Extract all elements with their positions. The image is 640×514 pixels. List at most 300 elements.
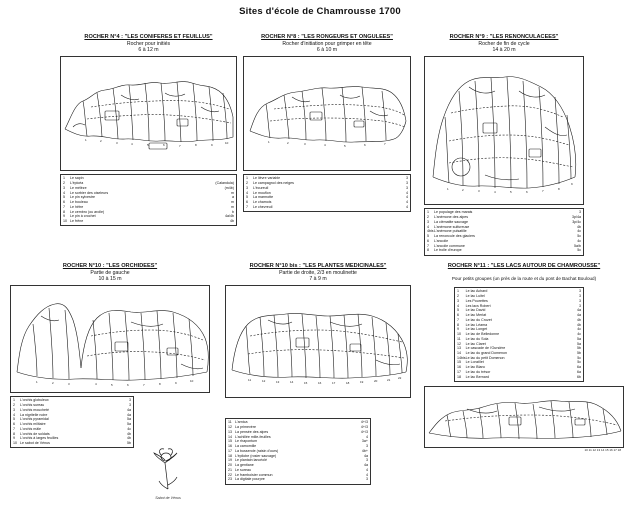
route-grade: 3p/4c [572, 219, 581, 224]
topo-svg [11, 286, 210, 392]
route-number: 23 [228, 477, 232, 482]
route-name: Le Lonzillet [465, 360, 484, 365]
route-grade: m [231, 204, 234, 209]
svg-text:20: 20 [374, 378, 378, 383]
route-grade: 4b [127, 431, 131, 436]
route-grade: 5c [577, 248, 581, 253]
route-grade: m [231, 190, 234, 195]
route-grade: 5c [577, 355, 581, 360]
route-number: 4 [427, 224, 429, 229]
route-grade: 4 [406, 190, 408, 195]
route-grade: 3 [129, 398, 131, 403]
route-number: 8 [427, 248, 429, 253]
route-grade: 3 [406, 176, 408, 181]
route-number: 16 [457, 365, 461, 370]
route-name: Le sapin [70, 176, 84, 181]
topo-drawing-rocher-4 [60, 56, 237, 171]
svg-text:22: 22 [398, 375, 402, 380]
route-name: Le pin sylvestre [70, 195, 95, 200]
route-number: 2 [457, 294, 459, 299]
route-number: 19 [228, 458, 232, 463]
topo-svg [425, 387, 624, 447]
route-name: Le lac Léama [465, 322, 488, 327]
legend-table [228, 420, 368, 482]
svg-text:6: 6 [364, 142, 366, 147]
svg-text:6: 6 [526, 189, 528, 194]
svg-text:5: 5 [344, 143, 346, 148]
route-name: Le sureau [235, 467, 251, 472]
topo-drawing-rocher-11 [424, 386, 624, 448]
route-number: 3 [457, 298, 459, 303]
topo-drawing-rocher-8 [243, 56, 411, 171]
svg-text:19: 19 [360, 379, 364, 384]
route-grade: 6a [577, 369, 581, 374]
route-grade: 4 [366, 434, 368, 439]
route-grade: 4b+ [361, 448, 368, 453]
route-grade: 3 [579, 210, 581, 215]
topo-drawing-rocher-9 [424, 56, 584, 205]
route-number: 5 [457, 308, 459, 313]
route-name: L'orchis à larges feuilles [20, 436, 59, 441]
route-grade: 4c [577, 327, 581, 332]
route-grade: 3 [366, 477, 368, 482]
route-number: 7 [246, 204, 248, 209]
svg-text:3: 3 [116, 140, 118, 145]
route-grade: 4b [577, 322, 581, 327]
route-number: 6 [427, 238, 429, 243]
svg-text:1: 1 [85, 137, 87, 142]
route-number: 15 [457, 360, 461, 365]
route-name: Le lac du petit Domenon [465, 355, 505, 360]
route-grade: 4b [230, 219, 234, 224]
svg-text:14: 14 [290, 379, 294, 384]
route-name: Le mouflon [253, 190, 271, 195]
svg-text:4: 4 [494, 189, 496, 194]
route-number: 20 [228, 463, 232, 468]
route-grade: 5b [577, 351, 581, 355]
route-name: Le lac de Belledonne [465, 332, 500, 337]
scale-labels: 10 11 12 13 14 15 16 17 18 [584, 447, 621, 452]
panel-header [60, 34, 237, 54]
route-number: 3 [427, 219, 429, 224]
topo-svg [61, 57, 237, 170]
route-grade: 4a [364, 463, 368, 468]
flower-caption: Sabot de Vénus [155, 496, 181, 500]
svg-text:8: 8 [159, 381, 161, 386]
route-number: 14 [228, 434, 232, 439]
svg-text:10: 10 [225, 140, 229, 145]
route-grade: 4c [577, 229, 581, 234]
route-name: La primevère [235, 425, 256, 430]
route-number: 8 [63, 209, 65, 214]
route-grade: 4+/3 [360, 425, 368, 430]
svg-text:7: 7 [384, 141, 386, 146]
panel-rocher-4 [60, 34, 237, 226]
svg-text:7: 7 [143, 382, 145, 387]
panel-title: ROCHER N°4 : "LES CONIFERES ET FEUILLUS" [84, 34, 213, 40]
panel-height-range: 14 à 20 m [492, 47, 516, 54]
route-grade: 4a [364, 453, 368, 458]
route-name: La pensée des alpes [235, 429, 269, 434]
panel-title: ROCHER N°9 : "LES RENONCULACEES" [449, 34, 559, 40]
route-number: 1 [427, 210, 429, 215]
route-name: L'anémone pulsatille [434, 229, 467, 234]
panel-rocher-10-bis [225, 263, 411, 485]
route-name: Le chevreuil [253, 204, 273, 209]
route-number: 18 [457, 374, 461, 379]
route-number: 2 [63, 181, 65, 186]
route-name: L'ancolie [434, 238, 449, 243]
panel-title: ROCHER N°10 bis : "LES PLANTES MEDICINALES" [249, 263, 387, 269]
svg-text:21: 21 [387, 377, 391, 382]
route-grade: 5c [577, 234, 581, 239]
panel-subtitle: Rocher d'initiation pour grimper en tête [282, 40, 372, 47]
route-number: 2 [13, 403, 15, 408]
route-name: La nigritelle noire [20, 412, 48, 417]
legend-rocher-10 [10, 396, 134, 448]
route-grade: 4 [366, 467, 368, 472]
svg-text:3: 3 [68, 381, 70, 386]
svg-text:5: 5 [111, 382, 113, 387]
route-name: Le lac du Crozet [465, 317, 492, 322]
route-number: 6 [246, 200, 248, 205]
route-grade: 5a [577, 341, 581, 346]
route-name: L'orchis de soldats [20, 431, 50, 436]
route-grade: 3p/4a [572, 215, 581, 220]
route-number: 6 [457, 313, 459, 318]
route-grade: 4c [127, 426, 131, 431]
route-name: L'orchis mâle [20, 426, 42, 431]
route-name: Le sabot de Vénus [20, 441, 50, 446]
topo-svg [425, 57, 584, 204]
legend-table [427, 210, 581, 253]
route-number: 7 [63, 204, 65, 209]
svg-text:12: 12 [262, 378, 266, 383]
route-grade: 4b [577, 224, 581, 229]
route-name: L'orchis militaire [20, 422, 46, 427]
panel-subtitle: Rocher de fin de cycle [478, 40, 530, 47]
route-number: 16 [228, 444, 232, 449]
route-number: 4 [246, 190, 248, 195]
route-name: Le lac Luitel [465, 294, 485, 299]
svg-text:2: 2 [100, 138, 102, 143]
panel-header [424, 263, 624, 270]
route-grade: 3 [406, 185, 408, 190]
panel-height-range: 10 à 15 m [98, 276, 122, 283]
svg-text:10: 10 [190, 378, 194, 383]
panel-rocher-10 [10, 263, 210, 500]
svg-text:7: 7 [542, 188, 544, 193]
svg-text:7: 7 [179, 143, 181, 148]
route-number: 9 [13, 436, 15, 441]
route-number: 14bis [457, 355, 466, 360]
svg-text:17: 17 [332, 380, 336, 385]
route-grade: m [231, 200, 234, 205]
panel-note: Pour petits groupes (un près de la route et du pont de Bachat Bouloud) [451, 275, 597, 281]
route-name: Le lac Claret [465, 341, 486, 346]
route-grade: 3a+ [361, 439, 368, 444]
svg-text:15: 15 [304, 380, 308, 385]
route-number: 6 [13, 422, 15, 427]
route-grade: 5b [577, 346, 581, 351]
route-number: 13 [457, 346, 461, 351]
route-name: L'orchis moucheté [20, 407, 50, 412]
route-name: L'écureuil [253, 185, 269, 190]
legend-rocher-11 [454, 287, 584, 382]
route-number: 8 [457, 322, 459, 327]
route-grade: b [232, 209, 234, 214]
route-grade: 4+/3 [360, 429, 368, 434]
route-number: 22 [228, 472, 232, 477]
route-grade: a [232, 195, 234, 200]
route-name: L'arnica [235, 420, 248, 425]
panel-rocher-8 [243, 34, 411, 212]
route-number: 10 [457, 332, 461, 337]
route-name: Le mélèze [70, 185, 87, 190]
route-number: 17 [457, 369, 461, 374]
svg-text:4: 4 [324, 142, 326, 147]
panel-title: ROCHER N°11 : "LES LACS AUTOUR DE CHAMROUSSE" [447, 263, 601, 269]
route-name: Le rhapontum [235, 439, 258, 444]
route-number: 12 [228, 425, 232, 430]
route-grade: (Calandula) [215, 181, 234, 186]
route-grade: 3 [579, 303, 581, 308]
route-name: Le lac David [465, 308, 486, 313]
route-number: 21 [228, 467, 232, 472]
route-name: Le lac du Sola [465, 336, 489, 341]
route-name: L'orchis sureau [20, 403, 45, 408]
route-grade: 3 [579, 289, 581, 294]
route-number: 9 [457, 327, 459, 332]
route-number: 4 [13, 412, 15, 417]
route-number: 7 [427, 243, 429, 248]
route-number: 1 [13, 398, 15, 403]
panel-rocher-9 [424, 34, 584, 256]
route-name: L'anémone sulfureuse [434, 224, 470, 229]
route-grade: 3 [129, 403, 131, 408]
svg-text:6: 6 [163, 142, 165, 147]
route-number: 1 [63, 176, 65, 181]
route-number: 1 [246, 176, 248, 181]
svg-text:5: 5 [147, 142, 149, 147]
route-name: Le cembro (ou arolle) [70, 209, 105, 214]
route-grade: 4 [406, 195, 408, 200]
route-name: Le chamois [253, 200, 272, 205]
route-grade: 5a [127, 417, 131, 422]
flower-illustration-block [136, 445, 200, 500]
route-name: Le lac du grand Domenon [465, 351, 507, 355]
route-number: 6 [63, 200, 65, 205]
route-number: 3 [63, 185, 65, 190]
route-name: L'épicéa [70, 181, 84, 186]
legend-rocher-4 [60, 174, 237, 226]
route-number: 10 [63, 219, 67, 224]
route-grade: 3 [366, 444, 368, 449]
route-name: Le lac Achard [465, 289, 488, 294]
route-number: 11 [228, 420, 232, 425]
route-grade: 4a [577, 313, 581, 318]
topo-drawing-rocher-10-bis [225, 285, 411, 398]
route-name: La gentiane [235, 463, 254, 468]
svg-text:1: 1 [36, 379, 38, 384]
route-name: Le trolle d'europe [434, 248, 462, 253]
svg-text:1: 1 [268, 139, 270, 144]
route-number: 11 [457, 336, 461, 341]
route-grade: 5a/b [574, 243, 581, 248]
route-name: Le cascade de l'Oursière [465, 346, 506, 351]
route-number: 14 [457, 351, 461, 355]
legend-row [63, 219, 234, 224]
route-number: 3 [246, 185, 248, 190]
route-name: Le campagnol des neiges [253, 181, 294, 186]
route-grade: 3 [406, 181, 408, 186]
svg-text:3: 3 [478, 188, 480, 193]
route-number: 2 [427, 215, 429, 220]
svg-text:4: 4 [95, 381, 97, 386]
route-grade: 5a [577, 336, 581, 341]
svg-text:9: 9 [211, 142, 213, 147]
route-number: 5 [13, 417, 15, 422]
svg-text:1: 1 [447, 186, 449, 191]
route-grade: 6b [577, 374, 581, 379]
legend-table [13, 398, 131, 445]
topo-drawing-rocher-10 [10, 285, 210, 393]
route-grade: 3 [579, 294, 581, 299]
route-name: Le frêne [70, 219, 84, 224]
legend-row [228, 477, 368, 482]
route-name: La renoncule des glaciers [434, 234, 475, 239]
svg-text:3: 3 [304, 141, 306, 146]
route-grade: 4c [577, 332, 581, 337]
panel-rocher-11 [424, 263, 624, 452]
sabot-de-venus-icon [136, 445, 200, 491]
topo-svg [226, 286, 411, 397]
svg-text:2: 2 [52, 380, 54, 385]
route-number: 12 [457, 341, 461, 346]
panel-height-range: 6 à 12 m [138, 47, 159, 54]
route-number: 4bis [427, 229, 434, 234]
svg-text:9: 9 [175, 380, 177, 385]
route-number: 13 [228, 429, 232, 434]
route-number: 9 [63, 214, 65, 219]
route-number: 18 [228, 453, 232, 458]
legend-table [457, 289, 581, 379]
legend-rocher-8 [243, 174, 411, 212]
route-number: 2 [246, 181, 248, 186]
route-grade: 4 [366, 472, 368, 477]
legend-rocher-9 [424, 208, 584, 256]
svg-text:6: 6 [127, 382, 129, 387]
route-number: 1 [457, 289, 459, 294]
svg-text:2: 2 [287, 140, 289, 145]
legend-table [63, 176, 234, 223]
legend-row [457, 375, 581, 380]
legend-rocher-10-bis [225, 418, 371, 485]
route-name: Le lac du trésor [465, 369, 491, 374]
panel-header [424, 34, 584, 54]
route-number: 5 [63, 195, 65, 200]
route-grade: 5b [127, 441, 131, 446]
route-number: 5 [427, 234, 429, 239]
svg-text:9: 9 [571, 181, 573, 186]
route-number: 7 [457, 317, 459, 322]
route-name: Le framboisier commun [235, 472, 273, 477]
svg-text:5: 5 [510, 189, 512, 194]
panel-title: ROCHER N°8 : "LES RONGEURS ET ONGULEES" [261, 34, 393, 40]
route-grade: 3 [579, 298, 581, 303]
route-name: La busserole (raisin d'ours) [235, 448, 279, 453]
route-name: Le lac Longet [465, 327, 488, 332]
route-grade: 4+/3 [360, 420, 368, 425]
route-name: L'anémone des alpes [434, 215, 469, 220]
panel-subtitle: Partie de gauche [90, 269, 130, 276]
route-number: 17 [228, 448, 232, 453]
route-grade: 5c [577, 360, 581, 365]
svg-text:8: 8 [558, 186, 560, 191]
route-grade: 4c [577, 238, 581, 243]
page-title: Sites d'école de Chamrousse 1700 [239, 6, 401, 17]
route-number: 5 [246, 195, 248, 200]
svg-text:11: 11 [248, 377, 252, 382]
route-name: La digitale pourpre [235, 477, 265, 482]
route-number: 4 [457, 303, 459, 308]
panel-title: ROCHER N°10 : "LES ORCHIDEES" [62, 263, 158, 269]
route-name: L'orchis globuleux [20, 398, 49, 403]
route-name: Le lièvre variable [253, 176, 281, 181]
route-name: Le pin à crochet [70, 214, 96, 219]
route-grade: 5a [127, 422, 131, 427]
legend-row [246, 205, 408, 210]
legend-row [13, 441, 131, 446]
route-name: L'épilobe (rosier sauvage) [235, 453, 277, 458]
route-number: 7 [13, 426, 15, 431]
panel-header [10, 263, 210, 283]
svg-text:2: 2 [462, 187, 464, 192]
panel-height-range: 7 à 9 m [309, 276, 327, 283]
route-grade: 4 [406, 200, 408, 205]
svg-text:18: 18 [346, 380, 350, 385]
legend-row [427, 248, 581, 253]
svg-text:16: 16 [318, 380, 322, 385]
route-name: Les Pourettes [465, 298, 488, 303]
svg-text:4: 4 [131, 141, 133, 146]
route-grade: 4b [577, 317, 581, 322]
route-name: Le lac Bernard [465, 374, 489, 379]
route-grade: 3 [366, 458, 368, 463]
route-grade: 4a [127, 407, 131, 412]
route-name: La clématite sauvage [434, 219, 468, 224]
route-name: Le plantain lancéolé [235, 458, 267, 463]
panel-subtitle: Partie de droite, 2/3 en moulinette [279, 269, 357, 276]
route-number: 8 [13, 431, 15, 436]
panel-header [243, 34, 411, 54]
route-name: Le lac Blanc [465, 365, 486, 370]
route-name: La marmotte [253, 195, 274, 200]
route-name: Les lacs Robert [465, 303, 491, 308]
route-grade: 4a [127, 412, 131, 417]
route-grade: (m4b) [224, 185, 234, 190]
route-number: 15 [228, 439, 232, 444]
legend-table [246, 176, 408, 209]
svg-text:8: 8 [195, 142, 197, 147]
route-number: 4 [63, 190, 65, 195]
route-number: 10 [13, 441, 17, 446]
route-name: L'orchis pyramidal [20, 417, 49, 422]
route-grade: 4a [577, 308, 581, 313]
route-name: Le lac Merlat [465, 313, 487, 318]
panel-subtitle: Rocher pour initiés [126, 40, 171, 47]
topo-svg [244, 57, 411, 170]
